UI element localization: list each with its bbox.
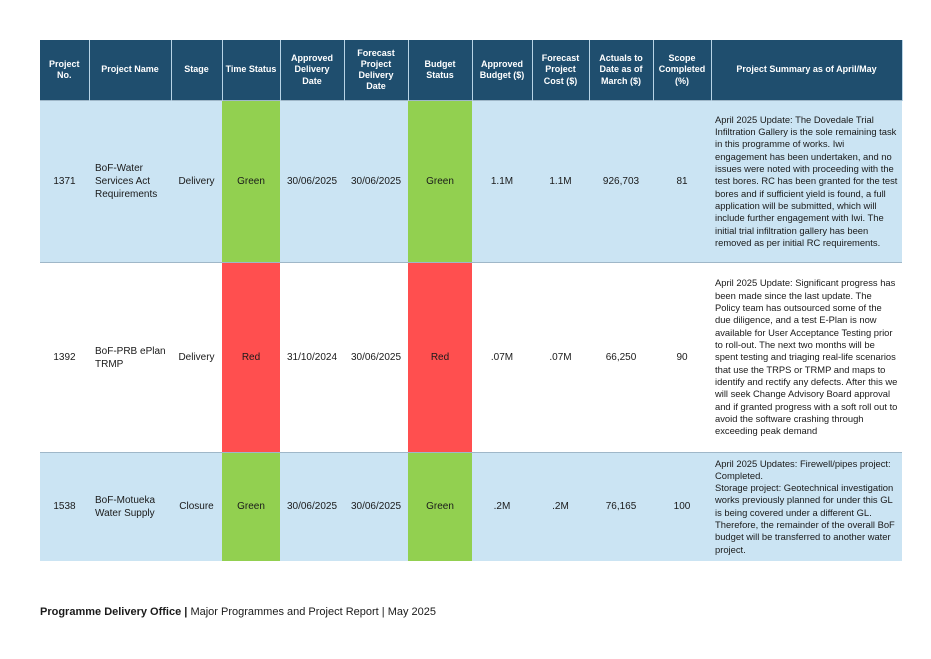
header-time-status: Time Status (222, 40, 280, 101)
cell-actuals: 76,165 (589, 453, 653, 561)
header-actuals: Actuals to Date as of March ($) (589, 40, 653, 101)
table-row (40, 263, 902, 453)
cell-actuals: 926,703 (589, 101, 653, 263)
cell-forecast-cost: .07M (532, 263, 589, 453)
cell-approved-delivery-date: 30/06/2025 (280, 101, 344, 263)
project-report-table (40, 40, 903, 561)
time-status-badge: Green (222, 101, 280, 263)
cell-stage: Delivery (171, 263, 222, 453)
cell-forecast-cost: 1.1M (532, 101, 589, 263)
table-header-row (40, 40, 902, 101)
cell-project-no: 1371 (40, 101, 89, 263)
header-stage: Stage (171, 40, 222, 101)
cell-scope-completed: 100 (653, 453, 711, 561)
header-summary: Project Summary as of April/May (711, 40, 902, 101)
table-row (40, 101, 902, 263)
cell-scope-completed: 81 (653, 101, 711, 263)
header-budget-status: Budget Status (408, 40, 472, 101)
cell-project-name: BoF-Water Services Act Requirements (89, 101, 171, 263)
header-forecast-cost: Forecast Project Cost ($) (532, 40, 589, 101)
cell-summary: April 2025 Update: The Dovedale Trial Infiltration Gallery is the sole remaining task in this programme of works. Iwi engagement has been undertaken, and no issues were noted with proceeding with the test bores. RC has been granted for the test bores and if sufficient yield is found, a full application will be submitted, which will include further engagement with Iwi. The initial trial infiltration gallery has been removed as per initial RC requirements. (711, 101, 902, 263)
cell-scope-completed: 90 (653, 263, 711, 453)
cell-project-name: BoF-PRB ePlan TRMP (89, 263, 171, 453)
budget-status-badge: Green (408, 101, 472, 263)
footer-text: Major Programmes and Project Report | May 2025 (190, 606, 437, 618)
report-footer (40, 606, 436, 618)
cell-project-no: 1392 (40, 263, 89, 453)
header-scope-completed: Scope Completed (%) (653, 40, 711, 101)
cell-actuals: 66,250 (589, 263, 653, 453)
footer-org: Programme Delivery Office (40, 606, 182, 618)
cell-approved-delivery-date: 31/10/2024 (280, 263, 344, 453)
cell-approved-delivery-date: 30/06/2025 (280, 453, 344, 561)
cell-project-no: 1538 (40, 453, 89, 561)
time-status-badge: Red (222, 263, 280, 453)
footer-separator: | (181, 606, 191, 618)
header-approved-delivery-date: Approved Delivery Date (280, 40, 344, 101)
budget-status-badge: Green (408, 453, 472, 561)
cell-approved-budget: .2M (472, 453, 532, 561)
header-project-name: Project Name (89, 40, 171, 101)
table-row (40, 453, 902, 561)
cell-forecast-delivery-date: 30/06/2025 (344, 101, 408, 263)
cell-stage: Delivery (171, 101, 222, 263)
budget-status-badge: Red (408, 263, 472, 453)
cell-forecast-delivery-date: 30/06/2025 (344, 263, 408, 453)
header-project-no: Project No. (40, 40, 89, 101)
time-status-badge: Green (222, 453, 280, 561)
cell-forecast-delivery-date: 30/06/2025 (344, 453, 408, 561)
cell-forecast-cost: .2M (532, 453, 589, 561)
cell-summary: April 2025 Updates: Firewell/pipes project: Completed. Storage project: Geotechnical investigation works previously planned for under this GL is being covered under a different GL. Therefore, the remainder of the overall BoF budget will be transferred to another water project. (711, 453, 902, 561)
cell-approved-budget: 1.1M (472, 101, 532, 263)
cell-stage: Closure (171, 453, 222, 561)
cell-approved-budget: .07M (472, 263, 532, 453)
header-forecast-delivery-date: Forecast Project Delivery Date (344, 40, 408, 101)
header-approved-budget: Approved Budget ($) (472, 40, 532, 101)
cell-summary: April 2025 Update: Significant progress has been made since the last update. The Policy team has outsourced some of the due diligence, and a test E-Plan is now available for User Acceptance Testing prior to roll-out. The next two months will be spent testing and triaging real-life scenarios that use the TRPS or TRMP and maps to identify and rectify any defects. After this we will seek Change Advisory Board approval and if granted progress with a soft roll out to avoid the software crashing through exceeding peak demand (711, 263, 902, 453)
cell-project-name: BoF-Motueka Water Supply (89, 453, 171, 561)
